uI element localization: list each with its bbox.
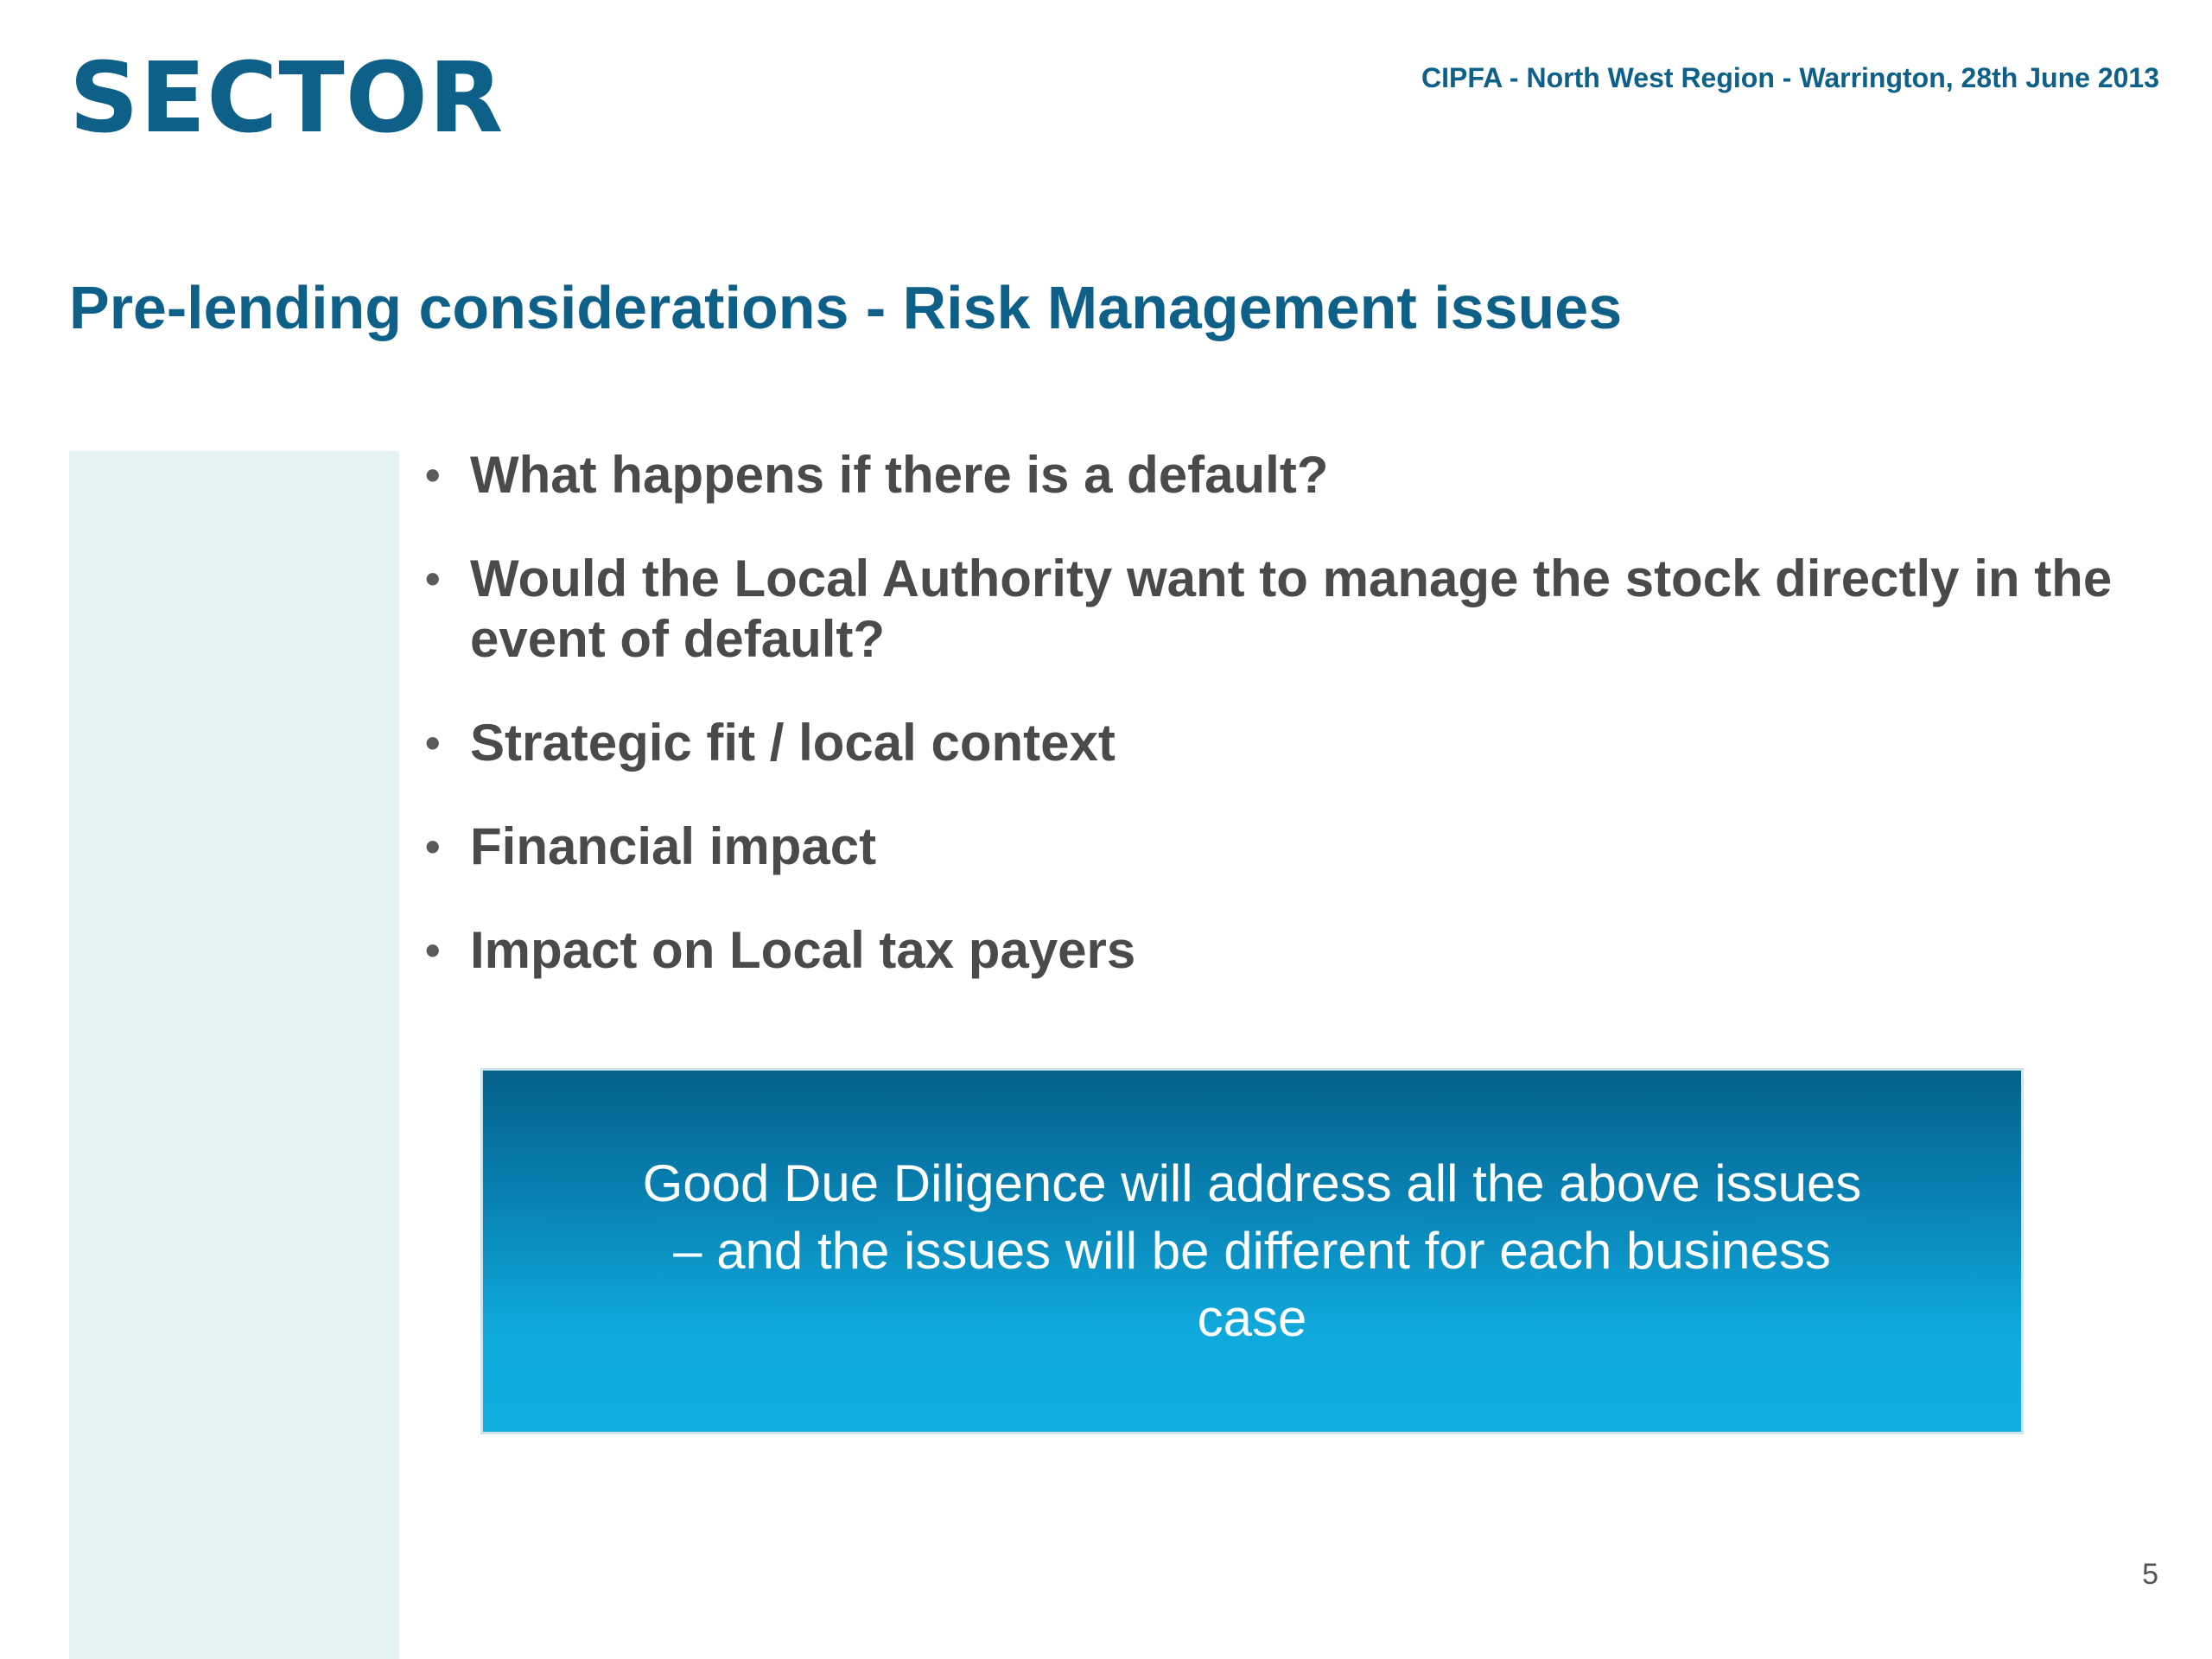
- callout-text: Good Due Diligence will address all the above issues – and the issues will be different for each business case: [642, 1154, 1862, 1347]
- slide-title: Pre-lending considerations - Risk Management issues: [69, 274, 1623, 341]
- bullet-text: What happens if there is a default?: [470, 446, 1329, 504]
- bullet-dot-icon: •: [425, 719, 441, 767]
- bullet-dot-icon: •: [425, 451, 441, 499]
- bullet-item: [425, 817, 2162, 877]
- bullet-list: [425, 445, 2162, 1024]
- side-panel: [69, 451, 399, 1659]
- bullet-text: Financial impact: [470, 817, 877, 875]
- page-number: 5: [2142, 1558, 2158, 1591]
- bullet-dot-icon: •: [425, 555, 441, 603]
- bullet-text: Impact on Local tax payers: [470, 921, 1136, 979]
- sector-logo: SECTOR: [69, 42, 505, 155]
- bullet-item: [425, 920, 2162, 981]
- bullet-item: [425, 549, 2162, 670]
- bullet-item: [425, 713, 2162, 773]
- bullet-dot-icon: •: [425, 926, 441, 975]
- bullet-item: [425, 445, 2162, 505]
- bullet-text: Strategic fit / local context: [470, 714, 1116, 772]
- bullet-text: Would the Local Authority want to manage the stock directly in the event of default?: [470, 550, 2113, 668]
- bullet-dot-icon: •: [425, 823, 441, 871]
- due-diligence-callout: [480, 1068, 2024, 1434]
- event-info: CIPFA - North West Region - Warrington, 28th June 2013: [1421, 62, 2159, 93]
